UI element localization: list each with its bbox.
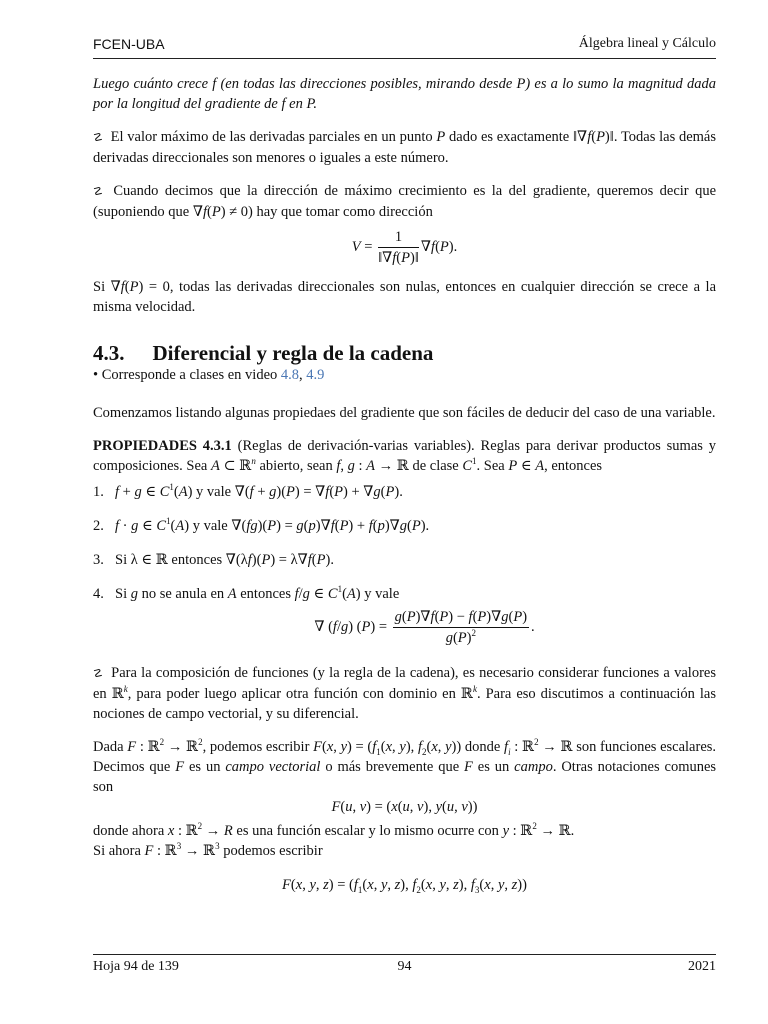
properties-statement: PROPIEDADES 4.3.1 (Reglas de derivación-varias variables). Reglas para derivar productos sumas y composiciones. Sea A ⊂ ℝ$^n$ abierto, sean f, g : A → ℝ de clase $C^1$. Sea P ∈ A, entonces (93, 438, 717, 474)
formula-3d-field: F(x, y, $z) = (f_1(x$, y, z), $f_2(x$, y, z), $f_3(x$, y, z)) (282, 877, 527, 895)
page-body (93, 74, 716, 905)
pointer-icon: ☡ (93, 185, 103, 198)
footer-year: 2021 (688, 959, 716, 974)
paragraph-composition: ☡ Para la composición de funciones (y la regla de la cadena), es necesario considerar funciones a valores en ℝ$^k$, para poder luego aplicar otra función con dominio en ℝ$^k$. Para eso discutimos a continuación las nociones de campo vectorial, y su diferencial. (93, 665, 716, 722)
paragraph-conclusion: Luego cuánto crece f (en todas las direcciones posibles, mirando desde P) es a lo sumo la magnitud dada por la longitud del gradiente de f en P. (93, 76, 716, 112)
formula-field-notation: F(u, v) = (x(u, v), y(u, v)) (331, 799, 478, 815)
footer-rule (93, 954, 716, 955)
property-item: 4. Si g no se anula en A entonces f/g ∈ $C^1(A)$ y vale (93, 584, 400, 602)
paragraph-max-derivative: ☡ El valor máximo de las derivadas parciales en un punto P dado es exactamente ‖∇f(P)‖. Todas las demás derivadas direccionales son menores o iguales a este número. (93, 129, 717, 166)
pointer-icon: ☡ (93, 667, 103, 680)
section-heading: 4.3. Diferencial y regla de la cadena (93, 341, 434, 365)
property-item: 1. f + g ∈ $C^1(A)$ y vale ∇(f + g)(P) = ∇f(P) + ∇g(P). (93, 482, 403, 500)
page-header (93, 36, 716, 58)
header-rule (93, 58, 716, 59)
properties-list (93, 482, 716, 604)
footer-page-number: 94 (397, 959, 412, 974)
formula-direction: V = $\frac{1}{‖\nabla f(P)‖}$ ∇f(P). (351, 229, 458, 266)
video-link-4-8[interactable]: 4.8 (280, 367, 300, 383)
header-left: FCEN-UBA (93, 36, 165, 52)
video-reference: • Corresponde a clases en video 4.8, 4.9 (93, 367, 325, 383)
property-item: 2. f · g ∈ $C^1(A)$ y vale ∇(fg)(P) = g(p)∇f(P) + f(p)∇g(P). (93, 516, 430, 534)
paragraph-vector-field: Dada F : ℝ$^2$ → ℝ$^2$, podemos escribir F(x, $y) = (f_1(x$, y), $f_2(x$, y)) donde $f_i$ : ℝ$^2$ → ℝ son funciones escalares. Decimos que F es un campo vectorial o más brevemente que F es un campo. Otras notaciones comunes son (93, 737, 717, 795)
pointer-icon: ☡ (93, 131, 103, 144)
paragraph-scalar-functions: donde ahora x : ℝ$^2$ → R es una función escalar y lo mismo ocurre con y : ℝ$^2$ → ℝ. (93, 821, 575, 839)
paragraph-intro-properties: Comenzamos listando algunas propiedaes del gradiente que son fáciles de deducir del caso de una variable. (93, 405, 716, 421)
paragraph-null-gradient: Si ∇f(P) = 0, todas las derivadas direccionales son nulas, entonces en cualquier dirección se crece a la misma velocidad. (93, 279, 717, 315)
video-link-4-9[interactable]: 4.9 (306, 367, 325, 383)
header-right: Álgebra lineal y Cálculo (578, 36, 716, 51)
paragraph-3d-field: Si ahora F : ℝ$^3$ → ℝ$^3$ podemos escribir (93, 841, 323, 859)
page-footer (93, 959, 716, 979)
property-item: 3. Si λ ∈ ℝ entonces ∇(λf)(P) = λ∇f(P). (93, 552, 334, 568)
footer-sheet: Hoja 94 de 139 (93, 959, 179, 974)
paragraph-max-growth: ☡ Cuando decimos que la dirección de máximo crecimiento es la del gradiente, queremos decir que (suponiendo que ∇f(P) ≠ 0) hay que tomar como dirección (93, 183, 717, 220)
formula-quotient-rule: ∇ (f/g) (P) = $\frac{g(P)\nabla f(P) - f(P)\nabla g(P)}{g(P)^2}$ . (314, 609, 535, 646)
